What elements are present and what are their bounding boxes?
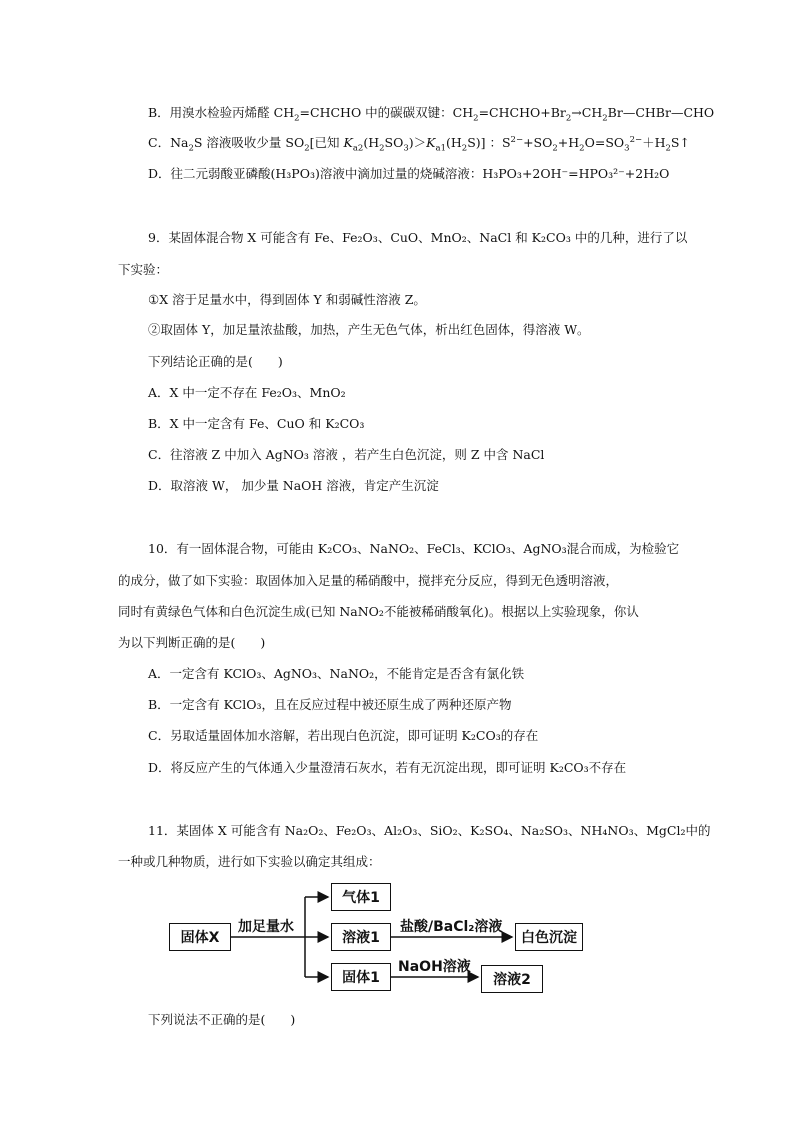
q8-c-text: S)] ：S <box>467 135 511 150</box>
box-white-precipitate: 白色沉淀 <box>515 923 583 951</box>
q8-c-text: (H <box>363 135 380 150</box>
q9-option-b: B．X 中一定含有 Fe、CuO 和 K₂CO₃ <box>148 416 365 431</box>
q8-b-arrow: → <box>571 105 582 120</box>
q8-c-text: +SO <box>523 135 553 150</box>
q9-stem-line1: 9．某固体混合物 X 可能含有 Fe、Fe₂O₃、CuO、MnO₂、NaCl 和 K₂CO₃ 中的几种，进行了以 <box>148 230 688 245</box>
q9-question: 下列结论正确的是( ) <box>148 354 283 369</box>
q8-c-text: +H <box>557 135 580 150</box>
q8-c-text: C．Na <box>148 135 189 150</box>
label-reagent-naoh: NaOH溶液 <box>398 959 471 975</box>
q9-stem-line2: 下实验： <box>118 262 169 277</box>
label-reagent-hcl-bacl2: 盐酸/BaCl₂溶液 <box>400 919 503 935</box>
box-solid-x: 固体X <box>169 923 231 951</box>
q8-c-ka2: K <box>343 135 353 150</box>
q11-stem-line1: 11．某固体 X 可能含有 Na₂O₂、Fe₂O₃、Al₂O₃、SiO₂、K₂SO₄、Na₂SO₃、NH₄NO₃、MgCl₂中的 <box>148 823 711 838</box>
q8-c-text: S↑ <box>670 135 690 150</box>
q10-stem-line1: 10．有一固体混合物，可能由 K₂CO₃、NaNO₂、FeCl₃、KClO₃、AgNO₃混合而成，为检验它 <box>148 541 680 556</box>
q8-c-text: [已知 <box>309 135 344 150</box>
q8-c-text: ＋H <box>642 135 666 150</box>
q10-stem-line3: 同时有黄绿色气体和白色沉淀生成(已知 NaNO₂不能被稀硝酸氧化)。根据以上实验现象，你认 <box>118 604 639 619</box>
box-solid1: 固体1 <box>331 963 391 991</box>
q8-option-d: D．往二元弱酸亚磷酸(H₃PO₃)溶液中滴加过量的烧碱溶液：H₃PO₃+2OH⁻=HPO₃²⁻+2H₂O <box>148 166 670 181</box>
q8-c-text: S 溶液吸收少量 SO <box>193 135 305 150</box>
q9-option-a: A．X 中一定不存在 Fe₂O₃、MnO₂ <box>148 385 346 400</box>
q9-step2: ②取固体 Y，加足量浓盐酸，加热，产生无色气体，析出红色固体，得溶液 W。 <box>148 322 590 337</box>
q8-c-text: )＞ <box>408 135 427 150</box>
q8-c-text: SO <box>384 135 404 150</box>
q10-option-a: A．一定含有 KClO₃、AgNO₃、NaNO₂，不能肯定是否含有氯化铁 <box>148 666 525 681</box>
q10-option-c: C．另取适量固体加水溶解，若出现白色沉淀，即可证明 K₂CO₃的存在 <box>148 728 539 743</box>
q8-c-text: (H <box>445 135 462 150</box>
q8-b-text: CH <box>581 105 603 120</box>
box-gas1: 气体1 <box>331 883 391 911</box>
q8-option-c: C．$Na_2S$ 溶液吸收少量 $SO_2$[已知 $K_{a2}(H_2SO_3)>K_{a1}(H_2S)$] ：$S^{2-}+SO_2+H_2O=SO_3^{2-}+H_2S↑$ <box>148 134 690 154</box>
q8-c-ka1: K <box>426 135 436 150</box>
q10-option-d: D．将反应产生的气体通入少量澄清石灰水，若有无沉淀出现，即可证明 K₂CO₃不存在 <box>148 760 627 775</box>
q8-b-text: B．用溴水检验丙烯醛 CH <box>148 105 295 120</box>
q8-option-b: B．用溴水检验丙烯醛 $CH_2=CHCHO$ 中的碳碳双键：$CH_2=CHCHO+Br_2\to CH_2Br—CHBr—CHO$ <box>148 105 715 124</box>
q8-b-text: =CHCHO+Br <box>478 105 566 120</box>
box-solution2: 溶液2 <box>481 965 543 993</box>
label-add-water: 加足量水 <box>238 919 294 935</box>
q8-b-text: =CHCHO 中的碳碳双键：CH <box>299 105 474 120</box>
q10-stem-line2: 的成分，做了如下实验：取固体加入足量的稀硝酸中，搅拌充分反应，得到无色透明溶液， <box>118 573 619 588</box>
q10-stem-line4: 为以下判断正确的是( ) <box>118 635 266 650</box>
q11-question: 下列说法不正确的是( ) <box>148 1012 296 1027</box>
q9-option-d: D．取溶液 W， 加少量 NaOH 溶液，肯定产生沉淀 <box>148 478 439 493</box>
box-solution1: 溶液1 <box>331 923 391 951</box>
q8-c-text: O=SO <box>584 135 625 150</box>
q11-stem-line2: 一种或几种物质，进行如下实验以确定其组成： <box>118 854 381 869</box>
q8-b-text: Br—CHBr—CHO <box>607 105 715 120</box>
q9-step1: ①X 溶于足量水中，得到固体 Y 和弱碱性溶液 Z。 <box>148 292 426 307</box>
q10-option-b: B．一定含有 KClO₃，且在反应过程中被还原生成了两种还原产物 <box>148 697 512 712</box>
q9-option-c: C．往溶液 Z 中加入 AgNO₃ 溶液 ，若产生白色沉淀，则 Z 中含 NaCl <box>148 447 545 462</box>
